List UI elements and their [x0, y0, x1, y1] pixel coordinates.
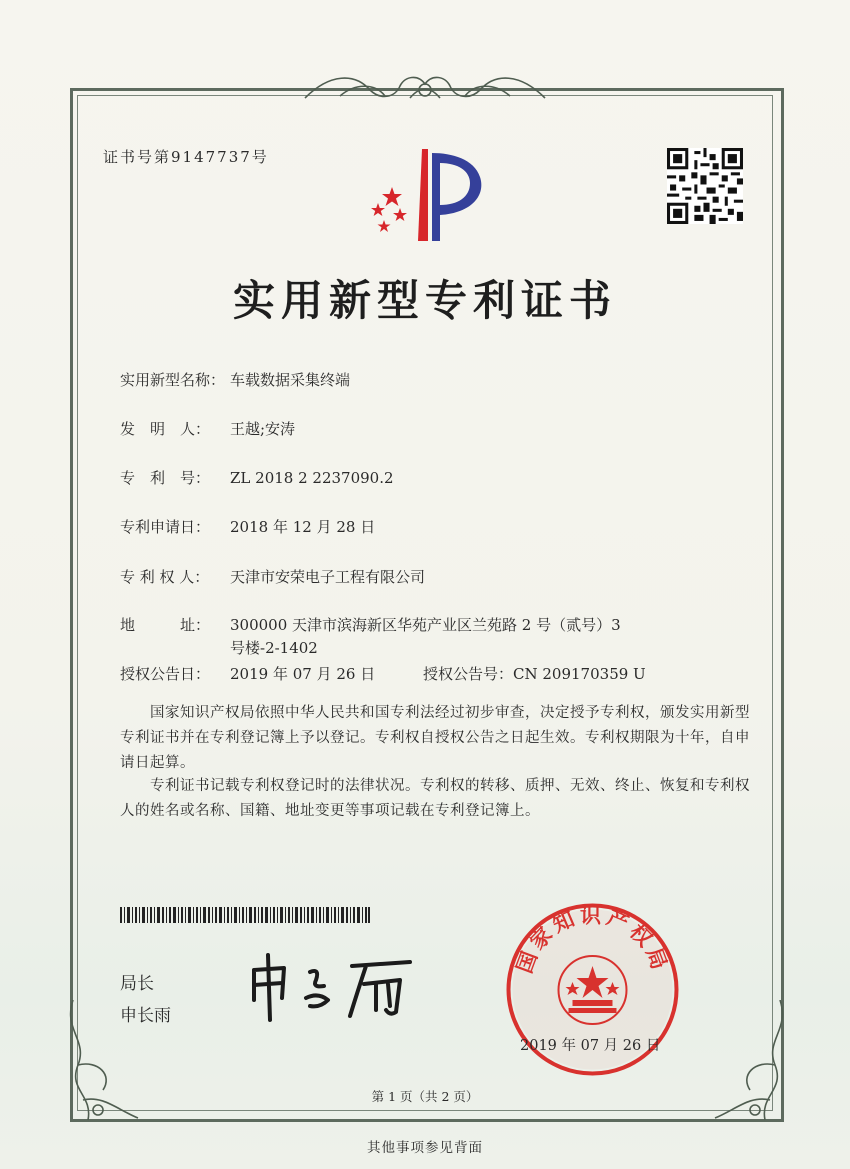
- field-value: 王越;安涛: [230, 420, 296, 438]
- announcement-number: [423, 663, 646, 684]
- field-label: 实用新型名称：: [120, 371, 226, 389]
- certificate-number: 证书号第9147737号: [103, 148, 269, 166]
- field-value: ZL 2018 2 2237090.2: [230, 469, 394, 487]
- field-value: 车载数据采集终端: [230, 371, 351, 389]
- top-ornament-icon: [300, 68, 550, 108]
- field-value: 300000 天津市滨海新区华苑产业区兰苑路 2 号（贰号）3: [230, 616, 621, 634]
- signatory-title: 局长: [120, 974, 154, 994]
- seal-text: 国家知识产权局: [512, 903, 673, 977]
- field-label: 授权公告日：: [120, 665, 211, 683]
- field-label: 授权公告号：: [423, 665, 514, 683]
- field-value: CN 209170359 U: [513, 665, 646, 683]
- corner-ornament-bottom-right-icon: [705, 1000, 795, 1130]
- grant-paragraph: 国家知识产权局依照中华人民共和国专利法经过初步审查，决定授予专利权，颁发实用新型专利证书并在专利登记簿上予以登记。专利权自授权公告之日起生效。专利权期限为十年，自申请日起算。: [120, 705, 750, 771]
- announcement-date: [120, 663, 375, 684]
- seal-date: 2019 年 07 月 26 日: [520, 1038, 661, 1054]
- field-utility-name: [120, 369, 350, 390]
- field-application-date: [120, 516, 375, 537]
- barcode-icon: [120, 907, 370, 923]
- see-back-note: 其他事项参见背面: [367, 1140, 483, 1156]
- legal-status-paragraph: 专利证书记载专利权登记时的法律状况。专利权的转移、质押、无效、终止、恢复和专利权人的姓名或名称、国籍、地址变更等事项记载在专利登记簿上。: [120, 778, 750, 819]
- field-label: 发 明 人：: [120, 420, 211, 438]
- field-inventor: [120, 418, 295, 439]
- field-value: 2018 年 12 月 28 日: [230, 518, 376, 536]
- handwritten-signature-icon: [240, 950, 430, 1025]
- signatory-name: 申长雨: [120, 1006, 171, 1026]
- field-label: 地 址：: [120, 616, 211, 634]
- field-patentee: [120, 566, 425, 587]
- field-label: 专利申请日：: [120, 518, 211, 536]
- patent-office-logo-icon: [362, 145, 488, 245]
- certificate-title: 实用新型专利证书: [232, 276, 617, 325]
- field-value: 天津市安荣电子工程有限公司: [230, 568, 426, 586]
- field-address-line2: 号楼-2-1402: [230, 639, 318, 657]
- field-label: 专 利 号：: [120, 469, 211, 487]
- qr-code-icon: [667, 148, 743, 224]
- field-value: 2019 年 07 月 26 日: [230, 665, 376, 683]
- field-patent-number: [120, 467, 394, 488]
- field-label: 专 利 权 人：: [120, 568, 210, 586]
- page-number: 第 1 页（共 2 页）: [371, 1089, 479, 1104]
- field-address: [120, 614, 621, 635]
